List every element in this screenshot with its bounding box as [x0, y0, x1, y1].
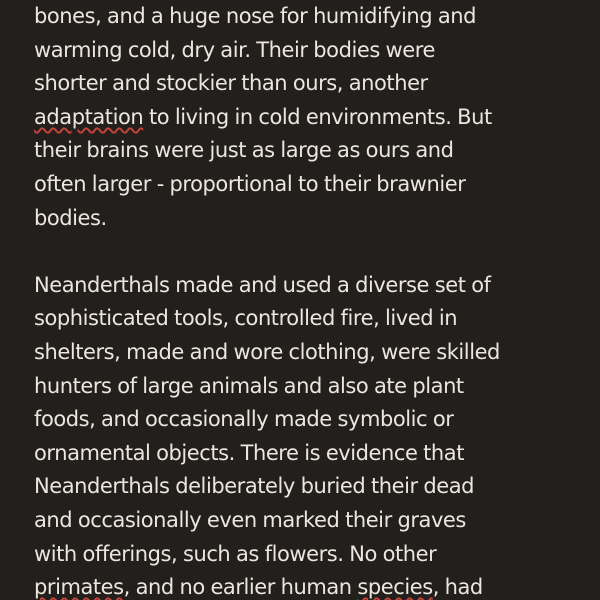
- paragraph-neanderthal-culture[interactable]: [34, 269, 582, 600]
- text-line: [34, 571, 582, 600]
- text-line: [34, 34, 582, 68]
- text-line: [34, 504, 582, 538]
- line-text: foods, and occasionally made symbolic or: [34, 407, 454, 432]
- text-line: [34, 67, 582, 101]
- line-text: to living in cold environments. But: [143, 104, 492, 129]
- line-text: warming cold, dry air. Their bodies were: [34, 37, 435, 62]
- text-line: [34, 101, 582, 135]
- line-text: their brains were just as large as ours and: [34, 138, 454, 163]
- line-text: , had: [432, 575, 483, 600]
- paragraph-neanderthal-anatomy[interactable]: [34, 0, 582, 235]
- line-text: with offerings, such as flowers. No other: [34, 541, 437, 566]
- misspelled-word-adaptation[interactable]: adaptation: [34, 104, 144, 129]
- misspelled-word-species[interactable]: species: [357, 575, 433, 600]
- text-line: [34, 202, 582, 236]
- line-text: ornamental objects. There is evidence that: [34, 440, 464, 465]
- line-text: often larger - proportional to their brawnier: [34, 171, 466, 196]
- text-line: [34, 437, 582, 471]
- paragraph-spacer: [34, 235, 582, 269]
- line-text: shelters, made and wore clothing, were skilled: [34, 339, 500, 364]
- text-line: [34, 470, 582, 504]
- line-text: hunters of large animals and also ate plant: [34, 373, 464, 398]
- text-line: [34, 538, 582, 572]
- line-text: Neanderthals deliberately buried their dead: [34, 474, 475, 499]
- line-text: bodies.: [34, 205, 107, 230]
- line-text: sophisticated tools, controlled fire, lived in: [34, 306, 458, 331]
- line-text: and occasionally even marked their graves: [34, 507, 466, 532]
- line-text: Neanderthals made and used a diverse set of: [34, 272, 491, 297]
- line-text: shorter and stockier than ours, another: [34, 71, 428, 96]
- text-line: [34, 269, 582, 303]
- text-line: [34, 403, 582, 437]
- misspelled-word-primates[interactable]: primates: [34, 575, 124, 600]
- text-line: [34, 134, 582, 168]
- line-text: , and no earlier human: [123, 575, 358, 600]
- text-line: [34, 0, 582, 34]
- text-line: [34, 336, 582, 370]
- text-line: [34, 168, 582, 202]
- article-text[interactable]: [34, 0, 582, 600]
- text-line: [34, 370, 582, 404]
- line-text: bones, and a huge nose for humidifying and: [34, 4, 476, 28]
- text-line: [34, 302, 582, 336]
